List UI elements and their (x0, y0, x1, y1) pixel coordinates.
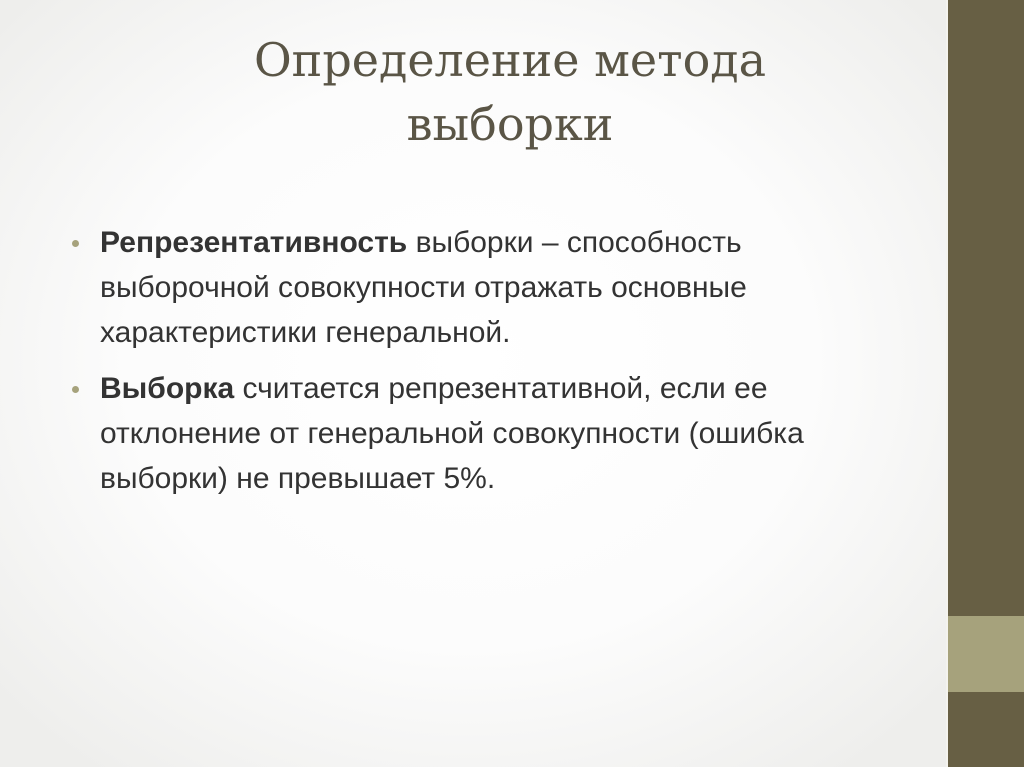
bullet-list (72, 220, 892, 512)
bullet-term: Выборка (100, 372, 235, 405)
bullet-dot-icon (72, 240, 79, 247)
bullet-dot-icon (72, 386, 79, 393)
bullet-text: считается репрезентативной, если ее отклонение от генеральной совокупности (ошибка выборки) не превышает 5%. (100, 372, 804, 495)
bullet-item (72, 220, 892, 355)
slide-title (140, 28, 880, 156)
bullet-term: Репрезентативность (100, 226, 408, 259)
slide-title-line-1: Определение метода (253, 33, 767, 87)
decorative-side-accent-square (948, 616, 1024, 692)
bullet-item (72, 366, 892, 501)
bullet-text: выборки – способность выборочной совокупности отражать основные характеристики генеральной. (100, 226, 747, 349)
slide-title-line-2: выборки (406, 97, 614, 151)
